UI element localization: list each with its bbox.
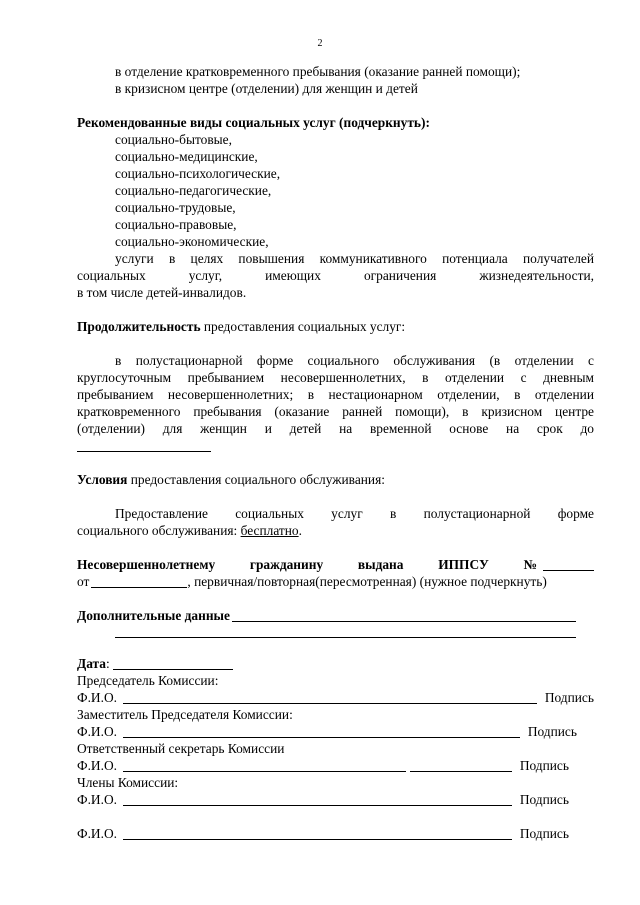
services-heading: Рекомендованные виды социальных услуг (подчеркнуть): [77,115,430,130]
signature-row-secretary: Ф.И.О. Подпись [77,758,569,773]
role-members: Члены Комиссии: [77,775,179,790]
services-paragraph-line-2: социальных услуг, имеющих ограничения жизнедеятельности, [77,268,594,283]
signature-field[interactable] [475,724,520,738]
duration-line-3: пребыванием несовершеннолетних; в нестационарном отделении, в отделении [77,387,594,402]
service-item: социально-правовые, [115,217,237,232]
service-item: социально-медицинские, [115,149,258,164]
role-chairman: Председатель Комиссии: [77,673,219,688]
fio-field[interactable] [123,690,475,704]
service-item: социально-бытовые, [115,132,232,147]
signature-row-chairman: Ф.И.О. Подпись [77,690,594,705]
additional-data-field-2[interactable] [115,624,576,638]
signature-field[interactable] [478,826,512,840]
duration-line-1: в полустационарной форме социального обслуживания (в отделении с [115,353,594,368]
page-number: 2 [317,38,323,49]
intro-line-2: в кризисном центре (отделении) для женщин и детей [115,81,418,96]
date-row: Дата: [77,655,594,672]
date-field[interactable] [113,656,233,670]
additional-data-field[interactable] [232,608,576,622]
fio-field[interactable] [123,826,478,840]
signature-row-vice-chairman: Ф.И.О. Подпись [77,724,577,739]
signature-row-member-1: Ф.И.О. Подпись [77,792,569,807]
intro-line-1: в отделение кратковременного пребывания (оказание ранней помощи); [115,64,521,79]
duration-term-field[interactable] [77,438,211,452]
signature-field[interactable] [475,690,537,704]
conditions-line-1: Предоставление социальных услуг в полустационарной форме [115,506,594,521]
services-paragraph-line-3: в том числе детей-инвалидов. [77,285,247,300]
service-item: социально-педагогические, [115,183,272,198]
ippsu-number-field[interactable] [543,557,594,571]
signature-field[interactable] [478,792,512,806]
conditions-line-2: социального обслуживания: бесплатно. [77,523,302,538]
signature-row-member-2: Ф.И.О. Подпись [77,826,569,841]
free-of-charge-text: бесплатно [240,523,299,538]
signature-field[interactable] [410,758,512,772]
ippsu-date-field[interactable] [91,574,187,588]
duration-blank [77,437,594,454]
additional-data-row: Дополнительные данные [77,607,594,624]
role-secretary: Ответственный секретарь Комиссии [77,741,285,756]
conditions-heading: Условия предоставления социального обслуживания: [77,472,385,487]
ippsu-line-2: от , первичная/повторная(пересмотренная) (нужное подчеркнуть) [77,574,547,589]
duration-heading: Продолжительность предоставления социальных услуг: [77,319,406,334]
service-item: социально-трудовые, [115,200,236,215]
services-paragraph-line-1: услуги в целях повышения коммуникативного потенциала получателей [115,251,594,266]
service-item: социально-психологические, [115,166,281,181]
service-item: социально-экономические, [115,234,269,249]
fio-field[interactable] [123,758,406,772]
ippsu-line-1: Несовершеннолетнему гражданину выдана ИППСУ № [77,556,594,573]
document-body [77,63,594,842]
duration-line-5: (отделении) для женщин и детей на временной основе на срок до [77,421,594,436]
fio-field[interactable] [123,792,478,806]
duration-line-4: кратковременного пребывания (оказание ранней помощи), в кризисном центре [77,404,594,419]
fio-field[interactable] [123,724,475,738]
duration-line-2: круглосуточным пребыванием несовершеннолетних, в отделении с дневным [77,370,594,385]
role-vice-chairman: Заместитель Председателя Комиссии: [77,707,293,722]
